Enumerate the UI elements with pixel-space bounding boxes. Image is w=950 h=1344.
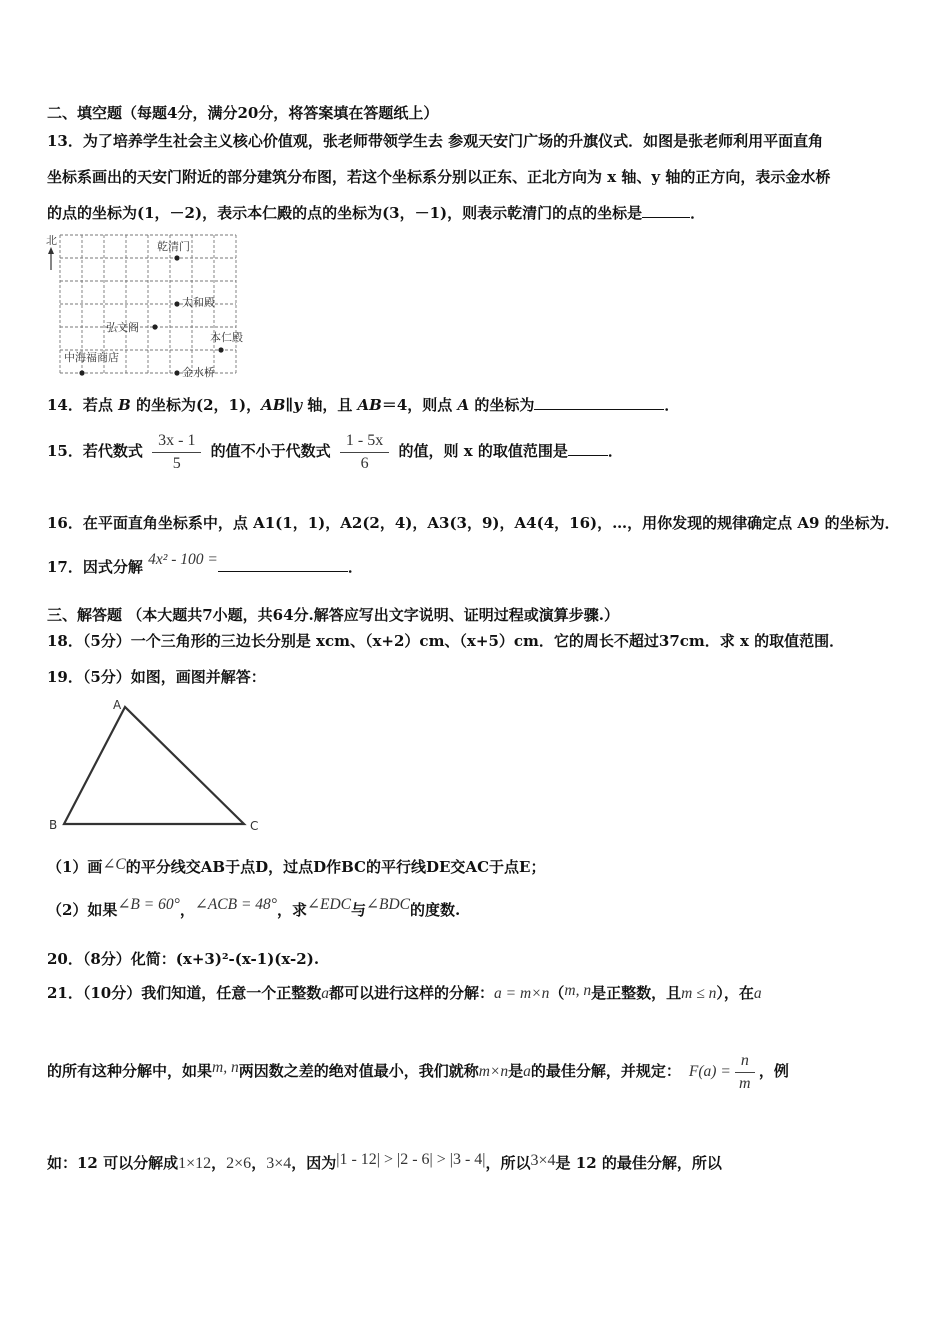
q13-line3	[47, 203, 705, 223]
q19-part2-angle-b: ∠B = 60°	[117, 896, 180, 913]
answer-blank-15	[568, 441, 608, 456]
q21-l3-sep-2: ，	[251, 1154, 267, 1172]
label-taihedian: 太和殿	[182, 296, 215, 309]
q15-frac2-denominator: 6	[360, 454, 369, 472]
answer-blank-13	[642, 203, 690, 218]
label-hongwenge: 弘文阁	[106, 321, 139, 334]
q21-l2-text-5: ，例	[758, 1062, 789, 1080]
q19-part2-text-3: 与	[351, 901, 367, 919]
q13-line3-text: 的点的坐标为(1，－2)，表示本仁殿的点的坐标为(3，－1)，则表示乾清门的点的坐标是	[47, 204, 643, 222]
q21-l1-mn: m, n	[564, 982, 592, 999]
q21-l3-factor-1: 1×12	[178, 1155, 212, 1172]
q21-l3-factor-4: 3×4	[530, 1152, 556, 1169]
point-benrendian	[218, 347, 223, 352]
q15-frac2-numerator: 1 - 5x	[340, 430, 389, 453]
point-hongwenge	[152, 324, 157, 329]
q21-l2-F: F(a) =	[688, 1063, 731, 1080]
q21-l2-text-3: 是	[508, 1062, 524, 1080]
q19-part1-text-2: 的平分线交AB于点D，过点D作BC的平行线DE交AC于点E；	[125, 858, 546, 876]
q21-l3-factor-2: 2×6	[226, 1155, 252, 1172]
vertex-label-c: C	[250, 819, 259, 833]
label-qianqingmen: 乾清门	[157, 240, 190, 253]
q14-text-5: 的坐标为	[469, 396, 535, 414]
q21-l1-var-a: a	[321, 985, 329, 1002]
point-jinshuiqiao	[174, 370, 179, 375]
q21-l3-abs-inequality: |1 - 12| > |2 - 6| > |3 - 4|	[336, 1151, 486, 1168]
section2-heading: 二、填空题（每题4分，满分20分，将答案填在答题纸上）	[47, 104, 439, 122]
q21-l2-mxn: m×n	[478, 1063, 509, 1080]
q19-part2-angle-bdc: ∠BDC	[366, 896, 411, 913]
q19-part2-text-1: （2）如果	[47, 901, 118, 919]
q21-l2-var-a: a	[523, 1063, 531, 1080]
q15-fraction-2	[340, 430, 389, 475]
q21-l2-fraction	[735, 1050, 755, 1095]
q21-l3-sep-1: ，	[211, 1154, 227, 1172]
q21-l3-text-3: ，所以	[485, 1154, 531, 1172]
q18-line: 18．（5分）一个三角形的三边长分别是 xcm、（x+2）cm、（x+5）cm．它的周长不超过37cm．求 x 的取值范围．	[47, 632, 845, 650]
label-jinshuiqiao: 金水桥	[182, 366, 215, 379]
q17-expression: 4x² - 100 =	[148, 551, 218, 568]
answer-blank-17	[218, 557, 348, 572]
q15-text-3: 的值，则 x 的取值范围是	[398, 442, 568, 460]
q21-l3-text-1: 如：12 可以分解成	[47, 1154, 179, 1172]
q21-line2	[47, 1048, 789, 1095]
triangle-abc	[64, 707, 244, 824]
q14-var-A: A	[457, 396, 470, 414]
q15-frac1-denominator: 5	[172, 454, 181, 472]
q15-fraction-1	[152, 430, 201, 475]
q15-end: ．	[607, 442, 623, 460]
q21-l2-text-1: 的所有这种分解中，如果	[47, 1062, 213, 1080]
q21-l1-var-a2: a	[753, 985, 762, 1002]
answer-blank-14	[534, 395, 664, 410]
q13-line1: 13．为了培养学生社会主义核心价值观，张老师带领学生去 参观天安门广场的升旗仪式．如图是张老师利用平面直角	[47, 132, 824, 150]
vertex-label-a: A	[113, 698, 122, 712]
q21-l1-formula: a = m×n	[494, 985, 550, 1002]
q21-l2-text-4: 的最佳分解，并规定：	[530, 1062, 681, 1080]
q14-var-AB-2: AB	[357, 396, 382, 414]
point-zhonghai	[79, 370, 84, 375]
q21-l2-mn: m, n	[212, 1059, 239, 1076]
q14-text-4: ＝4，则点	[381, 396, 458, 414]
q15-frac1-numerator: 3x - 1	[152, 430, 201, 453]
q19-part1	[47, 857, 545, 878]
q14-text-1: 14．若点	[47, 396, 119, 414]
label-benrendian: 本仁殿	[210, 331, 243, 344]
label-zhonghai: 中海福商店	[64, 351, 119, 364]
q21-l2-frac-denominator: m	[739, 1074, 751, 1092]
point-taihedian	[174, 301, 179, 306]
q21-l1-text-2: 都可以进行这样的分解：	[329, 984, 495, 1002]
q14-text-2: 的坐标为(2，1)，	[130, 396, 262, 414]
q21-l3-text-4: 是 12 的最佳分解，所以	[555, 1154, 722, 1172]
q19-part1-text-1: （1）画	[47, 858, 103, 876]
q21-l1-condition: m ≤ n	[681, 985, 717, 1002]
q14-var-AB: AB	[261, 396, 286, 414]
q17-text: 17．因式分解	[47, 558, 143, 576]
vertex-label-b: B	[49, 818, 58, 832]
q13-line2: 坐标系画出的天安门附近的部分建筑分布图，若这个坐标系分别以正东、正北方向为 x 轴、y 轴的正方向，表示金水桥	[47, 168, 831, 186]
q21-l2-text-2: 两因数之差的绝对值最小，我们就称	[238, 1062, 479, 1080]
q19-line: 19．（5分）如图，画图并解答：	[47, 668, 266, 686]
q15-text-1: 15．若代数式	[47, 442, 143, 460]
q19-part1-angle: ∠C	[102, 856, 126, 873]
q21-l3-factor-3: 3×4	[266, 1155, 292, 1172]
section3-heading: 三、解答题 （本大题共7小题，共64分.解答应写出文字说明、证明过程或演算步骤.）	[47, 606, 619, 624]
q14-var-y: y	[293, 396, 303, 414]
q21-l1-text-4: ），在	[716, 984, 754, 1002]
q19-part2	[47, 896, 461, 921]
q14-parallel: ∥	[285, 396, 294, 414]
q21-l2-frac-numerator: n	[735, 1050, 755, 1073]
q20-line: 20．（8分）化简：(x+3)²-(x-1)(x-2).	[47, 950, 320, 968]
q13-line3-end: ．	[690, 204, 706, 222]
q13-map-figure	[40, 230, 260, 380]
north-arrow-icon	[48, 247, 54, 270]
q17-end: ．	[347, 558, 363, 576]
q14-line	[47, 395, 679, 415]
q14-var-B: B	[118, 396, 131, 414]
q19-part2-sep: ，	[179, 901, 195, 919]
q15-text-2: 的值不小于代数式	[210, 442, 331, 460]
q19-part2-angle-edc: ∠EDC	[307, 896, 352, 913]
north-label: 北	[46, 234, 57, 247]
q19-triangle-figure	[40, 693, 270, 838]
q17-line	[47, 553, 363, 582]
q21-l1-text-3: 是正整数，且	[591, 984, 682, 1002]
q19-part2-angle-acb: ∠ACB = 48°	[194, 896, 277, 913]
point-qianqingmen	[174, 255, 179, 260]
q14-end: ．	[664, 396, 680, 414]
q19-part2-text-2: ，求	[277, 901, 308, 919]
q21-line3	[47, 1153, 722, 1174]
q19-part2-text-4: 的度数.	[410, 901, 461, 919]
q15-line	[47, 428, 623, 475]
q21-line1	[47, 983, 762, 1004]
q21-l3-text-2: ，因为	[291, 1154, 337, 1172]
q16-line: 16．在平面直角坐标系中，点 A1(1，1)，A2(2，4)，A3(3，9)，A4(4，16)，…，用你发现的规律确定点 A9 的坐标为．	[47, 514, 900, 532]
q21-l1-paren: （	[549, 984, 565, 1002]
q14-text-3: 轴，且	[302, 396, 358, 414]
q21-l1-text-1: 21．（10分）我们知道，任意一个正整数	[47, 984, 322, 1002]
